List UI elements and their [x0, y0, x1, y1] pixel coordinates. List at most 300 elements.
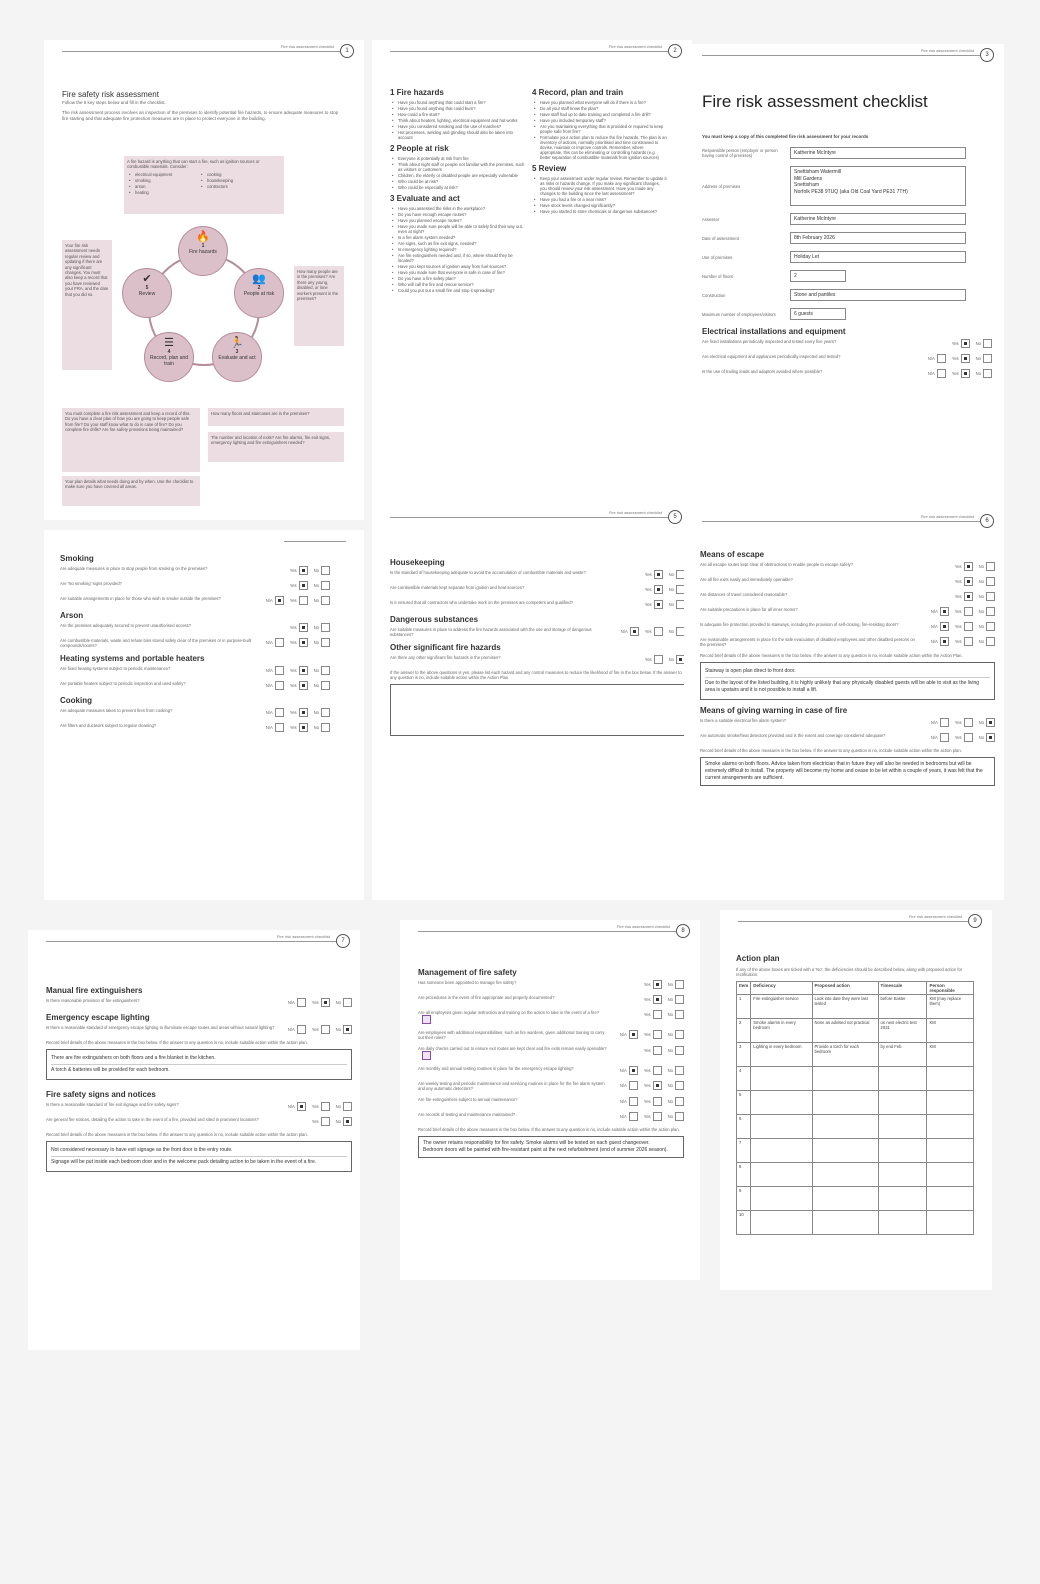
checkbox-yes[interactable] [964, 718, 973, 727]
table-cell[interactable] [751, 1187, 812, 1211]
table-cell[interactable] [927, 1091, 974, 1115]
intro: The risk assessment process involves an inspection of the premises to identify potential fire hazards, to ensure adequate measures to stop fire starting and that adequate fire protection measures are in place to protect everyone in the building. [62, 110, 339, 121]
checkbox-no[interactable] [675, 1097, 684, 1106]
list-item: • Everyone is potentially at risk from fire [390, 156, 525, 161]
checkbox-yes[interactable] [653, 1112, 662, 1121]
option-label: No [667, 1099, 673, 1104]
option-na [288, 1102, 306, 1111]
option-label: No [335, 1027, 341, 1032]
checkbox-na[interactable] [275, 681, 284, 690]
field-value[interactable]: Stone and pantiles [790, 289, 966, 301]
column-header: Proposed action [812, 982, 878, 995]
option-label: No [335, 1000, 341, 1005]
checkbox-yes[interactable] [299, 666, 308, 675]
option-yes [952, 354, 970, 363]
checkbox-no[interactable] [343, 1102, 352, 1111]
field-value[interactable]: Katherine McIntyre [790, 147, 966, 159]
field-label: Number of floors [702, 273, 733, 279]
field-value[interactable]: 6 guests [790, 308, 846, 320]
checkbox-no[interactable] [986, 607, 995, 616]
option-label: Yes [289, 710, 297, 715]
question-row [700, 622, 995, 631]
table-cell[interactable] [751, 1091, 812, 1115]
option-yes [955, 607, 973, 616]
hazard-col-1 [127, 172, 199, 196]
table-cell[interactable]: before Easter [878, 995, 927, 1019]
checkbox-na[interactable] [297, 998, 306, 1007]
option-yes [645, 570, 663, 579]
table-cell[interactable] [878, 1139, 927, 1163]
option-na [620, 1030, 638, 1039]
checkbox-no[interactable] [321, 596, 330, 605]
table-cell: 2 [737, 1019, 751, 1043]
option-no [979, 637, 995, 646]
checkbox-no[interactable] [343, 1117, 352, 1126]
option-label: N/A [930, 609, 938, 614]
checkbox-no[interactable] [321, 566, 330, 575]
list-item: • Who could be especially at risk? [390, 185, 525, 190]
option-label: No [313, 683, 319, 688]
field-value[interactable]: 2 [790, 270, 846, 282]
table-row [737, 995, 974, 1019]
checkbox-yes[interactable] [321, 998, 330, 1007]
page-header: Fire risk assessment checklist [608, 44, 662, 49]
table-cell[interactable] [878, 1115, 927, 1139]
option-yes [644, 1066, 662, 1075]
option-yes [955, 733, 973, 742]
checkbox-no[interactable] [675, 995, 684, 1004]
hazard-item: • heating [127, 190, 199, 195]
management-questions [418, 980, 684, 1121]
question-row [702, 369, 992, 378]
table-cell[interactable]: Smoke alarms in every bedroom [751, 1019, 812, 1043]
question-row [46, 1117, 352, 1126]
option-yes [290, 666, 308, 675]
checkbox-no[interactable] [675, 1081, 684, 1090]
table-cell[interactable] [878, 1187, 927, 1211]
table-cell[interactable]: None as advised not practical [812, 1019, 878, 1043]
checkbox-yes[interactable] [961, 354, 970, 363]
checkbox-yes[interactable] [299, 581, 308, 590]
question-row [702, 354, 992, 363]
option-label: No [975, 341, 981, 346]
option-no [979, 622, 995, 631]
checkbox-yes[interactable] [964, 562, 973, 571]
checkbox-yes[interactable] [299, 623, 308, 632]
checkbox-no[interactable] [986, 577, 995, 586]
checkbox-yes[interactable] [654, 585, 663, 594]
question-row [60, 666, 330, 675]
checkbox-yes[interactable] [299, 566, 308, 575]
option-label: Yes [954, 720, 962, 725]
checkbox-na[interactable] [275, 708, 284, 717]
option-label: No [668, 587, 674, 592]
list-item: • Have you made sure that everyone is safe in case of fire? [390, 270, 525, 275]
page-header: Fire risk assessment checklist [920, 514, 974, 519]
table-cell[interactable]: Lighting in every bedroom [751, 1043, 812, 1067]
field-value[interactable]: Holiday Let [790, 251, 966, 263]
checkbox-yes[interactable] [653, 1010, 662, 1019]
option-label: Yes [954, 594, 962, 599]
checkbox-na[interactable] [275, 666, 284, 675]
option-label: No [667, 1048, 673, 1053]
question-row [418, 1046, 684, 1060]
option-label: No [978, 564, 984, 569]
table-cell[interactable] [751, 1139, 812, 1163]
option-label: No [335, 1119, 341, 1124]
question-text: Are all fire exits easily and immediately openable? [700, 577, 793, 582]
step-review [122, 268, 172, 318]
checkbox-no[interactable] [983, 339, 992, 348]
section-other: Other significant fire hazards [390, 643, 501, 652]
table-cell[interactable] [927, 1115, 974, 1139]
question-text: Are there any other significant fire hazards in the premises? [390, 655, 501, 660]
table-cell[interactable] [927, 1163, 974, 1187]
table-cell[interactable]: on next electric test 2031 [878, 1019, 927, 1043]
checkbox-yes[interactable] [654, 600, 663, 609]
option-yes [645, 600, 663, 609]
table-cell[interactable]: KM [927, 1019, 974, 1043]
checkbox-no[interactable] [343, 1025, 352, 1034]
checkbox-na[interactable] [629, 1081, 638, 1090]
step-number: 5 [145, 285, 149, 291]
list-item: • Is emergency lighting required? [390, 247, 525, 252]
record-note: You must complete a fire risk assessment and keep a record of this. Do you have a clear plan of how you are going to keep people safe from fire? Do your staff know what to do in case of fire? Do you complete fire drills? Are fire safety provisions being maintained? [62, 408, 200, 472]
option-label: Yes [644, 629, 652, 634]
checkbox-no[interactable] [986, 637, 995, 646]
list-review [532, 176, 667, 214]
warning-answer-box[interactable]: Smoke alarms on both floors. Advice taken from electrician that in future they will also be needed in bedrooms but will be extremely difficult to install. The property will become my home and cease to be let within a couple of years, it was felt that the current arrangements are sufficient. [700, 757, 995, 786]
table-cell[interactable] [812, 1067, 878, 1091]
subtitle: Follow the 5 key steps below and fill in the checklist. [62, 100, 166, 105]
checkbox-na[interactable] [275, 723, 284, 732]
option-label: Yes [643, 982, 651, 987]
checkbox-yes[interactable] [299, 723, 308, 732]
field-label: Address of premises [702, 183, 741, 189]
checkbox-no[interactable] [343, 998, 352, 1007]
table-cell[interactable]: KM [927, 1043, 974, 1067]
table-cell[interactable]: Provide a torch for each bedroom [812, 1043, 878, 1067]
list-item: • Who could be at risk? [390, 179, 525, 184]
table-cell[interactable]: Fire extinguisher service [751, 995, 812, 1019]
table-cell[interactable] [751, 1163, 812, 1187]
checkbox-yes[interactable] [321, 1025, 330, 1034]
table-cell[interactable]: Look into date they were last tested [812, 995, 878, 1019]
table-cell: 4 [737, 1067, 751, 1091]
section-emergency-lighting: Emergency escape lighting [46, 1013, 150, 1022]
checkbox-yes[interactable] [653, 980, 662, 989]
hazard-text: A fire hazard is anything that can start a fire, such as ignition sources or combustible materials. Consider: [127, 159, 260, 170]
section-signs: Fire safety signs and notices [46, 1090, 156, 1099]
section-record: 4 Record, plan and train [532, 88, 624, 97]
option-label: N/A [265, 710, 273, 715]
checkbox-na[interactable] [275, 638, 284, 647]
checkbox-no[interactable] [986, 733, 995, 742]
option-no [979, 607, 995, 616]
checkbox-na[interactable] [297, 1102, 306, 1111]
option-no [668, 980, 684, 989]
checkbox-na[interactable] [937, 354, 946, 363]
checkbox-yes[interactable] [653, 1046, 662, 1055]
table-cell[interactable] [812, 1091, 878, 1115]
option-label: Yes [289, 683, 297, 688]
checkbox-yes[interactable] [961, 369, 970, 378]
checkbox-yes[interactable] [964, 577, 973, 586]
checkbox-no[interactable] [983, 354, 992, 363]
table-cell[interactable] [878, 1067, 927, 1091]
question-text: Are combustible materials, waste and refuse bins stored safely clear of the premises or in purpose-built compounds/rooms? [60, 638, 251, 648]
checkbox-yes[interactable] [653, 1030, 662, 1039]
question-text: Is there a reasonable standard of emergency escape lighting to illuminate escape routes and areas without natural lighting? [46, 1025, 275, 1030]
list-item: • Formulate your action plan to reduce the fire hazards. The plan is an inventory of actions, normally prioritised and time constrained to devise, maintain or improve controls. Remember, where appropriate, this can be eliminating or controlling hazards (e.g. better separation of combustible materials from ignition sources) [532, 135, 667, 160]
checkbox-na[interactable] [940, 733, 949, 742]
checkbox-yes[interactable] [299, 708, 308, 717]
option-label: No [975, 371, 981, 376]
field-value[interactable]: Snettisham Watermill Mill Gardens Snettisham Norfolk PE38 9TUQ (aka Old Coal Yard PE31 7TH) [790, 166, 966, 206]
question-row [390, 600, 685, 609]
step-label: Fire hazards [189, 249, 217, 255]
checkbox-na[interactable] [275, 596, 284, 605]
checkbox-na[interactable] [940, 607, 949, 616]
warning-note: Record brief details of the above measures in the box below. If the answer to any question is no, include suitable action within the action plan. [700, 748, 962, 753]
people-icon: 👥 [252, 273, 266, 285]
field-label: Construction [702, 292, 726, 298]
table-cell[interactable] [751, 1115, 812, 1139]
option-label: Yes [644, 602, 652, 607]
table-cell: 3 [737, 1043, 751, 1067]
checkbox-na[interactable] [630, 627, 639, 636]
checkbox-no[interactable] [986, 622, 995, 631]
option-label: Yes [643, 1012, 651, 1017]
escape-answer-box[interactable] [700, 662, 995, 700]
checkbox-na[interactable] [629, 1066, 638, 1075]
checkbox-no[interactable] [675, 980, 684, 989]
table-cell[interactable] [812, 1139, 878, 1163]
option-label: N/A [619, 1032, 627, 1037]
checkbox-yes[interactable] [654, 655, 663, 664]
checkbox-no[interactable] [321, 581, 330, 590]
step-label: Record, plan and train [149, 355, 189, 367]
question-text: Are 'No smoking' signs provided? [60, 581, 122, 586]
page-5 [372, 506, 692, 900]
list-item: • Think about heaters, lighting, electrical equipment and hot works [390, 118, 525, 123]
checkbox-yes[interactable] [321, 1102, 330, 1111]
table-cell[interactable]: by end Feb [878, 1043, 927, 1067]
question-row [60, 623, 330, 632]
table-cell[interactable] [927, 1067, 974, 1091]
checkbox-yes[interactable] [964, 733, 973, 742]
option-yes [312, 1102, 330, 1111]
question-row [60, 566, 330, 575]
option-na [931, 622, 949, 631]
option-label: No [313, 583, 319, 588]
field-row [702, 232, 992, 244]
checkbox-yes[interactable] [653, 1081, 662, 1090]
table-cell[interactable] [927, 1139, 974, 1163]
option-no [668, 1030, 684, 1039]
checkbox-na[interactable] [940, 622, 949, 631]
checkbox-no[interactable] [321, 666, 330, 675]
question-text: Are general fire notices, detailing the action to take in the event of a fire, provided and sited in prominent locations? [46, 1117, 259, 1122]
table-cell[interactable] [927, 1187, 974, 1211]
table-row [737, 1115, 974, 1139]
list-item: • Have you had a fire or a near miss? [532, 197, 667, 202]
option-no [336, 998, 352, 1007]
table-cell[interactable] [927, 1211, 974, 1235]
escape-note: Record brief details of the above measures in the box below. If the answer to any question is no, include suitable action within the Action Plan. [700, 653, 963, 658]
checkbox-na[interactable] [629, 1112, 638, 1121]
section-smoking: Smoking [60, 554, 94, 563]
hazards-answer-box[interactable] [390, 684, 685, 736]
field-value[interactable]: Katherine McIntyre [790, 213, 966, 225]
option-yes [955, 592, 973, 601]
table-cell[interactable] [812, 1163, 878, 1187]
checkbox-yes[interactable] [299, 596, 308, 605]
extinguisher-answer-box[interactable] [46, 1049, 352, 1080]
checkbox-no[interactable] [675, 1066, 684, 1075]
field-label: Maximum number of employees/visitors [702, 311, 776, 317]
checkbox-no[interactable] [321, 638, 330, 647]
list-item: • Could you put out a small fire and stop it spreading? [390, 288, 525, 293]
checkbox-yes[interactable] [964, 592, 973, 601]
checkbox-yes[interactable] [964, 607, 973, 616]
table-cell[interactable] [812, 1187, 878, 1211]
question-text: Are procedures in the event of fire appropriate and properly documented? [418, 995, 555, 1000]
option-label: Yes [289, 583, 297, 588]
list-item: • Think about night staff or people not familiar with the premises, such as visitors or customers [390, 162, 525, 172]
step-label: Evaluate and act [218, 355, 256, 361]
dangerous-questions [390, 627, 685, 637]
option-label: Yes [311, 1027, 319, 1032]
table-cell[interactable]: KM (may replace them) [927, 995, 974, 1019]
checkbox-no[interactable] [321, 723, 330, 732]
checkbox-yes[interactable] [961, 339, 970, 348]
checkbox-no[interactable] [675, 1112, 684, 1121]
checkbox-yes[interactable] [321, 1117, 330, 1126]
checkbox-yes[interactable] [964, 622, 973, 631]
checkbox-na[interactable] [937, 369, 946, 378]
checkbox-yes[interactable] [964, 637, 973, 646]
table-cell[interactable] [751, 1067, 812, 1091]
checkbox-no[interactable] [986, 592, 995, 601]
question-row [60, 596, 330, 605]
checkbox-yes[interactable] [654, 570, 663, 579]
table-row [737, 1043, 974, 1067]
checkbox-na[interactable] [940, 637, 949, 646]
table-cell[interactable] [812, 1115, 878, 1139]
option-label: N/A [619, 1114, 627, 1119]
option-label: No [667, 1083, 673, 1088]
table-cell[interactable] [812, 1211, 878, 1235]
option-yes [290, 681, 308, 690]
checkbox-no[interactable] [321, 623, 330, 632]
option-na [928, 354, 946, 363]
table-cell[interactable] [878, 1163, 927, 1187]
option-label: N/A [930, 624, 938, 629]
option-label: N/A [287, 1027, 295, 1032]
table-cell[interactable] [878, 1091, 927, 1115]
question-text: Are reasonable arrangements in place for the safe evacuation of disabled employees and other disabled persons on the premises? [700, 637, 915, 647]
option-label: Yes [289, 568, 297, 573]
field-value[interactable]: 8th February 2026 [790, 232, 966, 244]
management-answer-box[interactable]: The owner retains responsibility for fire safety. Smoke alarms will be tested on each guest changeover. Bedroom doors will be painted with fire-resistant paint at the next refurbishment (end of summer 2026 season). [418, 1136, 684, 1158]
option-label: N/A [619, 1099, 627, 1104]
checkbox-na[interactable] [629, 1030, 638, 1039]
option-label: N/A [265, 683, 273, 688]
question-row [700, 562, 995, 571]
question-text: Is there a reasonable standard of fire exit signage and fire safety signs? [46, 1102, 179, 1107]
option-no [979, 718, 995, 727]
question-row [46, 998, 352, 1007]
checkbox-no[interactable] [675, 1046, 684, 1055]
table-cell[interactable] [751, 1211, 812, 1235]
option-na [620, 1112, 638, 1121]
list-item: • Have you made sure people will be able to safely find their way out, even at night? [390, 224, 525, 234]
question-row [418, 1010, 684, 1024]
checkbox-no[interactable] [675, 1030, 684, 1039]
checkbox-no[interactable] [321, 708, 330, 717]
option-no [976, 369, 992, 378]
list-item: • How could a fire start? [390, 112, 525, 117]
checkbox-yes[interactable] [653, 995, 662, 1004]
list-fire-hazards [390, 100, 525, 140]
checkbox-yes[interactable] [653, 1097, 662, 1106]
question-text: Are adequate measures taken to prevent fires from cooking? [60, 708, 173, 713]
list-item: • Do you have enough escape routes? [390, 212, 525, 217]
checkbox-na[interactable] [629, 1097, 638, 1106]
option-no [314, 623, 330, 632]
page-2 [372, 40, 692, 520]
step-label: People at risk [243, 291, 275, 297]
checkbox-yes[interactable] [654, 627, 663, 636]
checkbox-no[interactable] [986, 718, 995, 727]
option-label: N/A [287, 1104, 295, 1109]
list-item: • Is a fire alarm system needed? [390, 235, 525, 240]
question-text: Are filters and ductwork subject to regular cleaning? [60, 723, 157, 728]
table-cell[interactable] [878, 1211, 927, 1235]
checkbox-yes[interactable] [299, 638, 308, 647]
question-text: Are fire extinguishers subject to annual maintenance? [418, 1097, 518, 1102]
question-row [46, 1025, 352, 1034]
checkbox-yes[interactable] [653, 1066, 662, 1075]
checkbox-no[interactable] [983, 369, 992, 378]
hazard-item: • housekeeping [199, 178, 233, 183]
answer-line: Signage will be put inside each bedroom door and in the welcome pack detailing action to be taken in the event of a fire. [51, 1159, 317, 1165]
option-no [314, 638, 330, 647]
option-yes [952, 369, 970, 378]
question-text: Are all escape routes kept clear of obstructions to enable people to escape safely? [700, 562, 853, 567]
signs-answer-box[interactable] [46, 1141, 352, 1172]
checkbox-na[interactable] [940, 718, 949, 727]
list-item: • Have you found anything that could burn? [390, 106, 525, 111]
checkbox-no[interactable] [986, 562, 995, 571]
checkbox-yes[interactable] [299, 681, 308, 690]
list-item: • Have you planned what everyone will do if there is a fire? [532, 100, 667, 105]
checkbox-no[interactable] [675, 1010, 684, 1019]
emergency-questions [46, 1025, 352, 1034]
hazard-item: • contractors [199, 184, 233, 189]
question-row [418, 1097, 684, 1106]
option-label: No [667, 1012, 673, 1017]
option-label: Yes [951, 371, 959, 376]
page-number: 7 [336, 934, 350, 948]
question-text: Is there a suitable electrical fire alarm system? [700, 718, 787, 723]
checkbox-na[interactable] [297, 1025, 306, 1034]
option-yes [955, 718, 973, 727]
option-na [266, 723, 284, 732]
checkbox-no[interactable] [321, 681, 330, 690]
question-row [418, 980, 684, 989]
